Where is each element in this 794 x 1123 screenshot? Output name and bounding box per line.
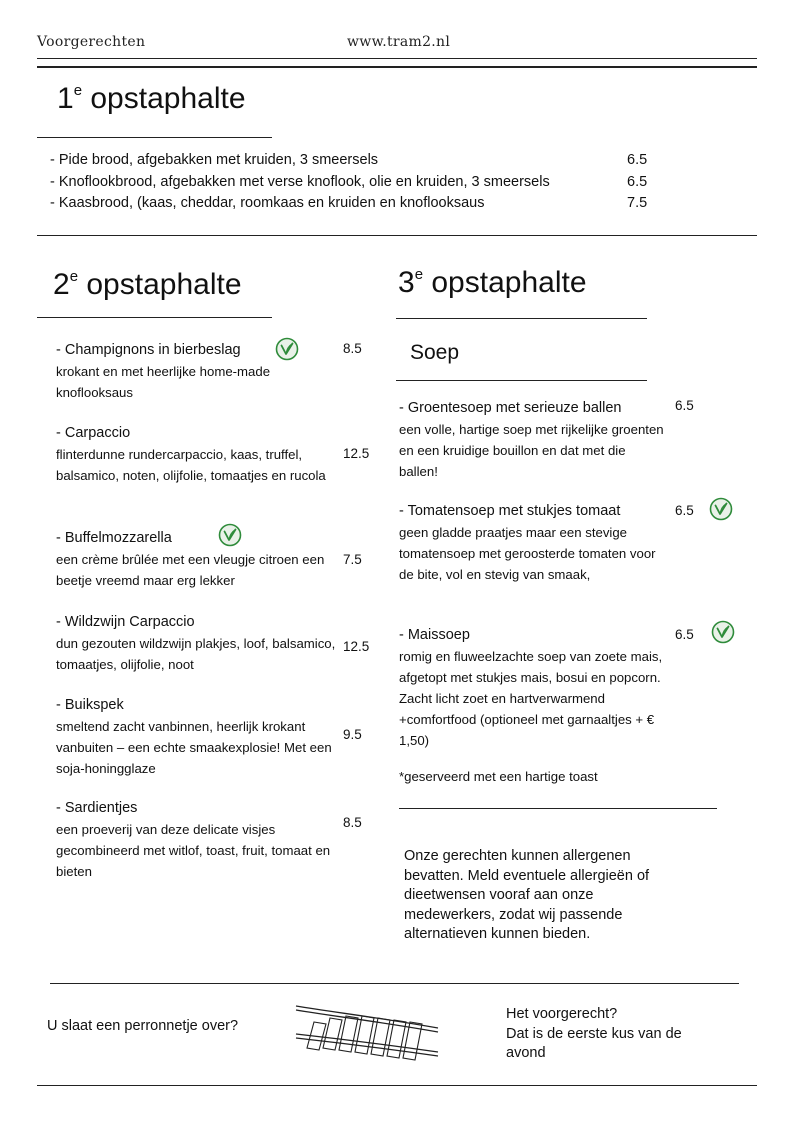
stop3-subtitle: Soep bbox=[410, 341, 460, 364]
item-name: - Carpaccio bbox=[56, 425, 131, 441]
item-name: - Buikspek bbox=[56, 697, 124, 713]
header-rule-top bbox=[37, 58, 757, 59]
item-text: - Kaasbrood, (kaas, cheddar, roomkaas en kruiden en knoflooksaus bbox=[50, 195, 485, 211]
item-price: 6.5 bbox=[675, 398, 694, 413]
item-name: - Champignons in bierbeslag bbox=[56, 342, 241, 358]
stop1-superscript: e bbox=[73, 82, 83, 99]
stop3-subtitle-underline bbox=[396, 380, 647, 381]
stop3-number: 3 bbox=[398, 266, 415, 299]
list-item bbox=[50, 193, 660, 215]
item-description: een crème brûlée met een vleugje citroen een beetje vreemd maar erg lekker bbox=[56, 552, 325, 588]
menu-item bbox=[399, 398, 664, 482]
item-description: geen gladde praatjes maar een stevige tomatensoep met geroosterde tomaten voor de bite, vol en stevig van smaak, bbox=[399, 525, 656, 582]
stop2-title: opstaphalte bbox=[86, 268, 242, 301]
footer-rule-top bbox=[50, 983, 739, 984]
vegetarian-leaf-icon bbox=[711, 620, 735, 644]
stop1-section-rule bbox=[37, 235, 757, 236]
footer-rule-bottom bbox=[37, 1085, 757, 1086]
list-item bbox=[50, 150, 660, 172]
item-text: - Pide brood, afgebakken met kruiden, 3 smeersels bbox=[50, 152, 379, 168]
soup-footnote: *geserveerd met een hartige toast bbox=[399, 769, 598, 784]
item-name: - Sardientjes bbox=[56, 800, 138, 816]
stop3-end-rule bbox=[399, 808, 717, 809]
item-description: een proeverij van deze delicate visjes gecombineerd met witlof, toast, fruit, tomaat en bieten bbox=[56, 822, 331, 879]
footer-right-text bbox=[506, 1005, 721, 1064]
allergen-notice: Onze gerechten kunnen allergenen bevatten. Meld eventuele allergieën of dieetwensen vooraf aan onze medewerkers, zodat wij passende alternatieven kunnen bieden. bbox=[404, 848, 650, 942]
header-website[interactable]: www.tram2.nl bbox=[347, 34, 451, 50]
item-description: dun gezouten wildzwijn plakjes, loof, balsamico, tomaatjes, olijfolie, noot bbox=[56, 636, 336, 672]
list-item bbox=[50, 172, 660, 194]
item-description: krokant en met heerlijke home-made knoflooksaus bbox=[56, 364, 271, 400]
item-name: - Maissoep bbox=[399, 627, 470, 643]
item-description: smeltend zacht vanbinnen, heerlijk krokant vanbuiten – een echte smaakexplosie! Met een soja-honingglaze bbox=[56, 719, 332, 776]
footer-left-text: U slaat een perronnetje over? bbox=[47, 1018, 239, 1034]
menu-item bbox=[56, 528, 341, 591]
footer-right-line1: Het voorgerecht? bbox=[506, 1006, 618, 1022]
stop3-underline bbox=[396, 318, 647, 319]
item-price: 12.5 bbox=[343, 639, 370, 654]
stop2-superscript: e bbox=[69, 268, 79, 285]
item-price: 6.5 bbox=[627, 173, 648, 190]
item-price: 12.5 bbox=[343, 446, 370, 461]
item-price: 8.5 bbox=[343, 815, 362, 830]
item-price: 6.5 bbox=[627, 152, 648, 168]
item-name: - Groentesoep met serieuze ballen bbox=[399, 400, 622, 416]
stop2-underline bbox=[37, 317, 272, 318]
menu-item bbox=[399, 501, 664, 585]
stop3-superscript: e bbox=[414, 266, 424, 283]
item-description: romig en fluweelzachte soep van zoete mais, afgetopt met stukjes mais, bosui en popcorn. Zacht licht zoet en hartverwarmend +comfortfood (optioneel met garnaaltjes + € 1,50) bbox=[399, 649, 663, 748]
menu-item bbox=[56, 612, 341, 675]
item-price: 9.5 bbox=[343, 727, 362, 742]
footer-right-line2: Dat is de eerste kus van de avond bbox=[506, 1025, 682, 1061]
stop1-list bbox=[50, 150, 660, 215]
item-price: 6.5 bbox=[675, 503, 694, 518]
menu-item bbox=[399, 625, 664, 751]
stop2-number: 2 bbox=[53, 268, 70, 301]
item-price: 7.5 bbox=[627, 195, 648, 211]
stop1-title: opstaphalte bbox=[90, 82, 246, 115]
stop3-title: opstaphalte bbox=[431, 266, 587, 299]
item-description: een volle, hartige soep met rijkelijke groenten en een kruidige bouillon en dat met die ballen! bbox=[399, 422, 664, 479]
item-text: - Knoflookbrood, afgebakken met verse knoflook, olie en kruiden, 3 smeersels bbox=[50, 173, 550, 190]
item-price: 8.5 bbox=[343, 341, 362, 356]
item-name: - Buffelmozzarella bbox=[56, 530, 172, 546]
header-rule-bottom bbox=[37, 66, 757, 68]
train-tracks-icon bbox=[292, 998, 442, 1064]
stop1-heading bbox=[57, 82, 246, 116]
item-price: 6.5 bbox=[675, 627, 694, 642]
stop1-underline bbox=[37, 137, 272, 138]
menu-item bbox=[56, 798, 344, 882]
vegetarian-leaf-icon bbox=[709, 497, 733, 521]
menu-item bbox=[56, 423, 341, 486]
stop2-heading bbox=[53, 268, 242, 302]
header-section: Voorgerechten bbox=[37, 34, 146, 50]
item-price: 7.5 bbox=[343, 552, 362, 567]
vegetarian-leaf-icon bbox=[218, 523, 242, 547]
item-description: flinterdunne rundercarpaccio, kaas, truffel, balsamico, noten, olijfolie, tomaatjes en rucola bbox=[56, 447, 326, 483]
stop1-number: 1 bbox=[57, 82, 74, 115]
menu-item bbox=[56, 695, 344, 779]
item-name: - Wildzwijn Carpaccio bbox=[56, 614, 195, 630]
vegetarian-leaf-icon bbox=[275, 337, 299, 361]
stop3-heading bbox=[398, 266, 587, 300]
item-name: - Tomatensoep met stukjes tomaat bbox=[399, 503, 621, 519]
